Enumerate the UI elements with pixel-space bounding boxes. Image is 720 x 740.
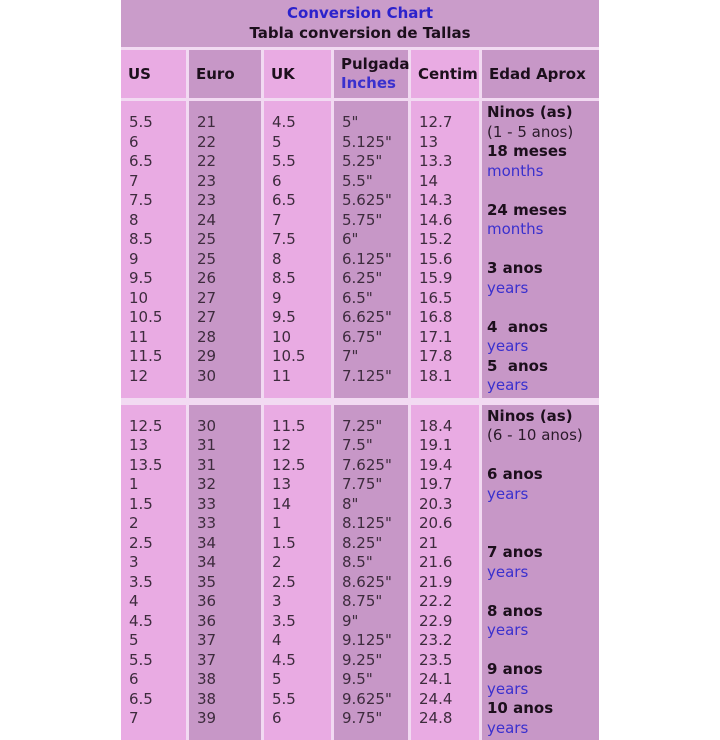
cell-line: 28 — [197, 328, 261, 348]
cell-line: 7.125" — [342, 367, 408, 387]
cell-line: 8" — [342, 495, 408, 515]
cell-line: 24.4 — [419, 690, 479, 710]
cell-line: 2.5 — [272, 573, 331, 593]
age-link-text[interactable]: years — [487, 719, 599, 739]
cell-line: 25 — [197, 230, 261, 250]
age-column-block-2 — [482, 405, 599, 740]
cell-line: 23 — [197, 172, 261, 192]
cell-line: 7 — [129, 709, 186, 729]
age-column-block-1 — [482, 101, 599, 398]
cell-line: 9.25" — [342, 651, 408, 671]
cell-line: 9.5 — [129, 269, 186, 289]
cell-line: 3 anos — [487, 259, 599, 279]
column-header-uk — [264, 50, 331, 98]
cell-line: 17.1 — [419, 328, 479, 348]
cell-line: 36 — [197, 592, 261, 612]
cell-line: 24 meses — [487, 201, 599, 221]
column-header-centim-label: Centim — [418, 65, 479, 84]
cell-line: 7" — [342, 347, 408, 367]
cell-line — [487, 298, 599, 318]
cell-line: 19.1 — [419, 436, 479, 456]
cell-line: 14.6 — [419, 211, 479, 231]
age-link-text[interactable]: months — [487, 162, 599, 182]
cell-line: 20.6 — [419, 514, 479, 534]
pulgada-column-block-1 — [334, 101, 408, 398]
cell-line: 9.5" — [342, 670, 408, 690]
cell-line — [487, 181, 599, 201]
column-header-edad — [482, 50, 599, 98]
cell-line: 21 — [419, 534, 479, 554]
cell-line: 30 — [197, 417, 261, 437]
cell-line: 38 — [197, 670, 261, 690]
cell-line: (6 - 10 anos) — [487, 426, 599, 446]
cell-line: 9 anos — [487, 660, 599, 680]
cell-line: 12.7 — [419, 113, 479, 133]
cell-line: 8.25" — [342, 534, 408, 554]
cell-line: 3.5 — [272, 612, 331, 632]
age-link-text[interactable]: months — [487, 220, 599, 240]
cell-line — [487, 582, 599, 602]
cell-line: 10 — [129, 289, 186, 309]
column-header-edad-label: Edad Aprox — [489, 65, 599, 84]
cell-line: 35 — [197, 573, 261, 593]
column-header-us-label: US — [128, 65, 186, 84]
cell-line — [487, 504, 599, 524]
cell-line: 13 — [272, 475, 331, 495]
column-header-centim — [411, 50, 479, 98]
cell-line: 8 — [272, 250, 331, 270]
cell-line — [487, 446, 599, 466]
cell-line: 5.5" — [342, 172, 408, 192]
cell-line: 8 anos — [487, 602, 599, 622]
cell-line: 18 meses — [487, 142, 599, 162]
centim-column-block-2 — [411, 405, 479, 740]
cell-line: 5.25" — [342, 152, 408, 172]
cell-line: 4.5 — [272, 651, 331, 671]
cell-line: 37 — [197, 631, 261, 651]
cell-line: 13.5 — [129, 456, 186, 476]
cell-line: 21.9 — [419, 573, 479, 593]
cell-line: 24.1 — [419, 670, 479, 690]
cell-line: 3 — [129, 553, 186, 573]
cell-line: 16.8 — [419, 308, 479, 328]
cell-line: 11.5 — [129, 347, 186, 367]
cell-line: 8.125" — [342, 514, 408, 534]
column-header-euro — [189, 50, 261, 98]
us-column-block-1 — [121, 101, 186, 398]
age-link-text[interactable]: years — [487, 376, 599, 396]
cell-line: 6.625" — [342, 308, 408, 328]
cell-line: 9 — [272, 289, 331, 309]
cell-line: 32 — [197, 475, 261, 495]
cell-line: 9.75" — [342, 709, 408, 729]
cell-line: 33 — [197, 514, 261, 534]
cell-line: 6" — [342, 230, 408, 250]
cell-line: 1 — [272, 514, 331, 534]
size-block-kids — [121, 405, 599, 740]
cell-line: 18.1 — [419, 367, 479, 387]
cell-line: 17.8 — [419, 347, 479, 367]
column-header-pulgada — [334, 50, 408, 98]
cell-line: 33 — [197, 495, 261, 515]
cell-line: 7 — [129, 172, 186, 192]
cell-line: 5.125" — [342, 133, 408, 153]
uk-column-block-1 — [264, 101, 331, 398]
cell-line: 3 — [272, 592, 331, 612]
centim-column-block-1 — [411, 101, 479, 398]
cell-line: 6.5 — [272, 191, 331, 211]
cell-line: 9.5 — [272, 308, 331, 328]
cell-line: 14 — [272, 495, 331, 515]
age-link-text[interactable]: years — [487, 680, 599, 700]
cell-line: 5 — [272, 670, 331, 690]
column-header-euro-label: Euro — [196, 65, 261, 84]
cell-line: 9" — [342, 612, 408, 632]
cell-line: 10 — [272, 328, 331, 348]
cell-line: 39 — [197, 709, 261, 729]
cell-line: 15.2 — [419, 230, 479, 250]
cell-line: 5.5 — [129, 651, 186, 671]
cell-line: 34 — [197, 553, 261, 573]
cell-line: 21 — [197, 113, 261, 133]
chart-title-spanish: Tabla conversion de Tallas — [121, 23, 599, 43]
uk-column-block-2 — [264, 405, 331, 740]
cell-line: 2 — [129, 514, 186, 534]
cell-line: 5.5 — [272, 152, 331, 172]
cell-line: 3.5 — [129, 573, 186, 593]
cell-line: Ninos (as) — [487, 103, 599, 123]
cell-line: 13 — [419, 133, 479, 153]
cell-line: 5.625" — [342, 191, 408, 211]
cell-line: 23.5 — [419, 651, 479, 671]
cell-line: 22 — [197, 133, 261, 153]
cell-line: 30 — [197, 367, 261, 387]
cell-line: 16.5 — [419, 289, 479, 309]
cell-line: 14.3 — [419, 191, 479, 211]
cell-line: (1 - 5 anos) — [487, 123, 599, 143]
age-link-text[interactable]: years — [487, 621, 599, 641]
cell-line: 4 anos — [487, 318, 599, 338]
cell-line: 8.75" — [342, 592, 408, 612]
cell-line: 6.5 — [129, 690, 186, 710]
cell-line: 7.5 — [129, 191, 186, 211]
age-link-text[interactable]: years — [487, 485, 599, 505]
cell-line: 7.25" — [342, 417, 408, 437]
cell-line: 5 — [129, 631, 186, 651]
cell-line: 10 anos — [487, 699, 599, 719]
cell-line: 13 — [129, 436, 186, 456]
cell-line: 7 — [272, 211, 331, 231]
cell-line: 5 — [272, 133, 331, 153]
cell-line: 6 — [272, 172, 331, 192]
cell-line: 12.5 — [129, 417, 186, 437]
us-column-block-2 — [121, 405, 186, 740]
column-header-pulgada-label: Pulgada — [341, 55, 408, 74]
cell-line: 6.25" — [342, 269, 408, 289]
cell-line: 25 — [197, 250, 261, 270]
cell-line: 6 — [272, 709, 331, 729]
column-header-us — [121, 50, 186, 98]
cell-line: 22 — [197, 152, 261, 172]
conversion-chart-table — [121, 0, 599, 740]
cell-line: 5 anos — [487, 357, 599, 377]
cell-line: 2 — [272, 553, 331, 573]
cell-line: 22.9 — [419, 612, 479, 632]
column-header-row — [121, 50, 599, 98]
cell-line: 19.4 — [419, 456, 479, 476]
title-band — [121, 0, 599, 47]
cell-line: 8.5 — [129, 230, 186, 250]
cell-line: 11.5 — [272, 417, 331, 437]
cell-line: 4 — [272, 631, 331, 651]
cell-line: 7.5 — [272, 230, 331, 250]
age-link-text[interactable]: years — [487, 563, 599, 583]
cell-line: 38 — [197, 690, 261, 710]
age-link-text[interactable]: years — [487, 337, 599, 357]
cell-line: 6.75" — [342, 328, 408, 348]
cell-line: 15.6 — [419, 250, 479, 270]
cell-line — [487, 524, 599, 544]
cell-line: 2.5 — [129, 534, 186, 554]
cell-line: 24.8 — [419, 709, 479, 729]
euro-column-block-1 — [189, 101, 261, 398]
cell-line: 9.125" — [342, 631, 408, 651]
cell-line: 5" — [342, 113, 408, 133]
cell-line: 6 — [129, 670, 186, 690]
cell-line: 6 anos — [487, 465, 599, 485]
cell-line: 8 — [129, 211, 186, 231]
cell-line: 23.2 — [419, 631, 479, 651]
cell-line: 23 — [197, 191, 261, 211]
cell-line: 26 — [197, 269, 261, 289]
cell-line: 9 — [129, 250, 186, 270]
cell-line: 4 — [129, 592, 186, 612]
cell-line: 7 anos — [487, 543, 599, 563]
cell-line: 7.5" — [342, 436, 408, 456]
chart-title-english: Conversion Chart — [121, 3, 599, 23]
cell-line: 37 — [197, 651, 261, 671]
cell-line: 6.5 — [129, 152, 186, 172]
cell-line: 11 — [272, 367, 331, 387]
cell-line: 5.5 — [129, 113, 186, 133]
cell-line — [487, 240, 599, 260]
pulgada-column-block-2 — [334, 405, 408, 740]
cell-line: 8.5" — [342, 553, 408, 573]
cell-line: 19.7 — [419, 475, 479, 495]
cell-line: 5.5 — [272, 690, 331, 710]
cell-line: 31 — [197, 456, 261, 476]
cell-line: 5.75" — [342, 211, 408, 231]
cell-line — [487, 641, 599, 661]
cell-line: 34 — [197, 534, 261, 554]
cell-line: 1.5 — [129, 495, 186, 515]
cell-line: 27 — [197, 308, 261, 328]
cell-line: Ninos (as) — [487, 407, 599, 427]
cell-line: 11 — [129, 328, 186, 348]
cell-line: 6 — [129, 133, 186, 153]
cell-line: 31 — [197, 436, 261, 456]
cell-line: 8.5 — [272, 269, 331, 289]
cell-line: 22.2 — [419, 592, 479, 612]
cell-line: 9.625" — [342, 690, 408, 710]
cell-line: 15.9 — [419, 269, 479, 289]
cell-line: 36 — [197, 612, 261, 632]
cell-line: 29 — [197, 347, 261, 367]
cell-line: 12.5 — [272, 456, 331, 476]
cell-line: 10.5 — [272, 347, 331, 367]
euro-column-block-2 — [189, 405, 261, 740]
cell-line: 12 — [272, 436, 331, 456]
cell-line: 21.6 — [419, 553, 479, 573]
column-header-uk-label: UK — [271, 65, 331, 84]
cell-line: 1 — [129, 475, 186, 495]
cell-line: 4.5 — [272, 113, 331, 133]
age-link-text[interactable]: years — [487, 279, 599, 299]
cell-line: 20.3 — [419, 495, 479, 515]
cell-line: 8.625" — [342, 573, 408, 593]
inches-link[interactable]: Inches — [341, 74, 408, 93]
cell-line: 27 — [197, 289, 261, 309]
cell-line: 6.125" — [342, 250, 408, 270]
size-block-toddler — [121, 101, 599, 398]
cell-line: 6.5" — [342, 289, 408, 309]
cell-line: 7.75" — [342, 475, 408, 495]
cell-line: 14 — [419, 172, 479, 192]
cell-line: 10.5 — [129, 308, 186, 328]
cell-line: 24 — [197, 211, 261, 231]
cell-line: 12 — [129, 367, 186, 387]
cell-line: 1.5 — [272, 534, 331, 554]
cell-line: 4.5 — [129, 612, 186, 632]
cell-line: 13.3 — [419, 152, 479, 172]
cell-line: 18.4 — [419, 417, 479, 437]
cell-line: 7.625" — [342, 456, 408, 476]
